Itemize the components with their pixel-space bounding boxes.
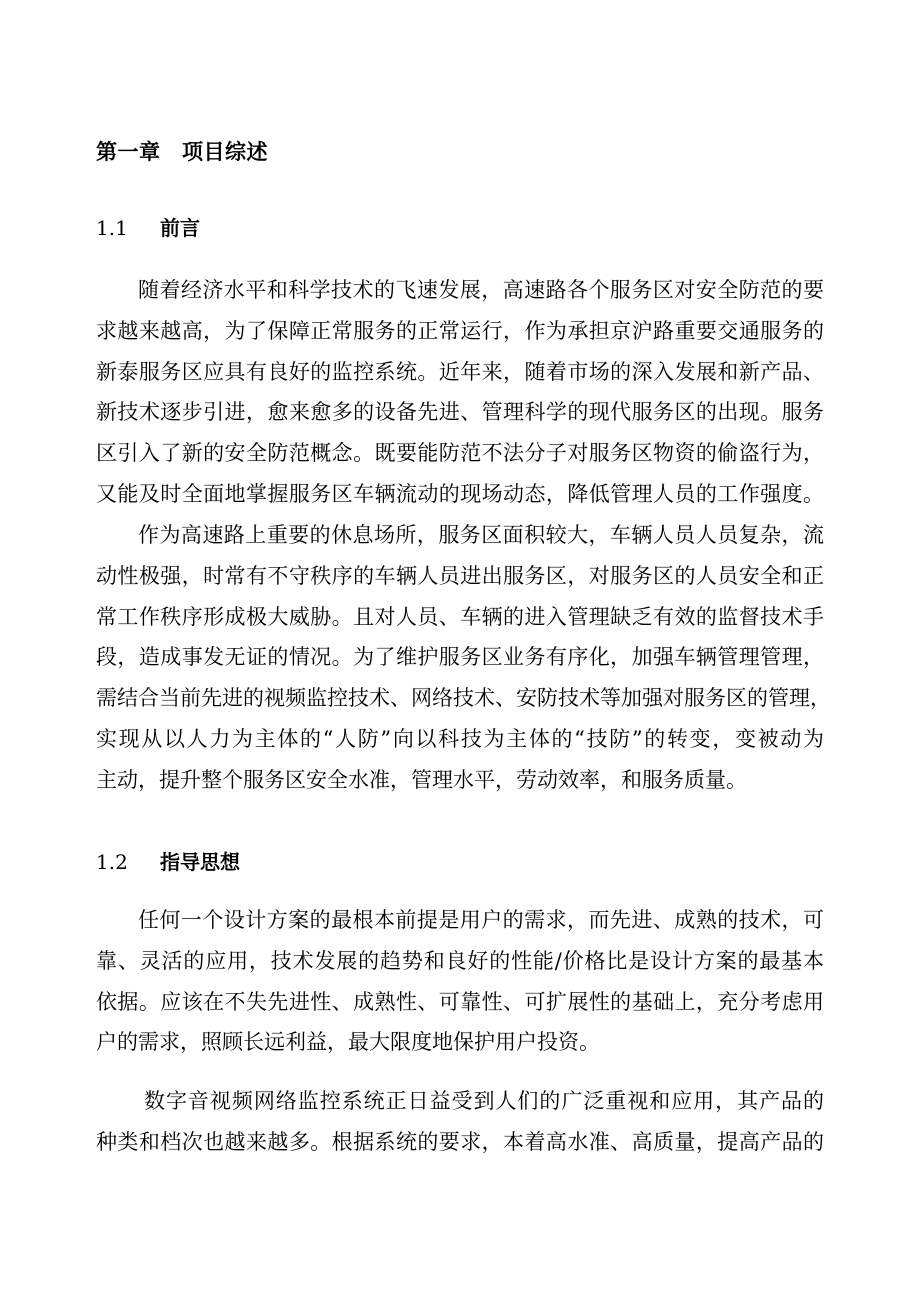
section-number: 1.1 [96, 216, 128, 240]
text-line: 新泰服务区应具有良好的监控系统。近年来，随着市场的深入发展和新产品、 [96, 359, 824, 384]
text-line: 主动，提升整个服务区安全水准，管理水平，劳动效率，和服务质量。 [96, 767, 747, 792]
paragraph-preface-1 [96, 270, 824, 515]
section-heading-1-2 [96, 846, 240, 875]
text-line: 需结合当前先进的视频监控技术、网络技术、安防技术等加强对服务区的管理， [96, 686, 831, 711]
text-line: 依据。应该在不失先进性、成熟性、可靠性、可扩展性的基础上，充分考虑用 [96, 989, 824, 1014]
text-line: 数字音视频网络监控系统正日益受到人们的广泛重视和应用，其产品的 [144, 1089, 824, 1113]
section-heading-1-1 [96, 212, 200, 241]
text-line: 种类和档次也越来越多。根据系统的要求，本着高水准、高质量，提高产品的 [96, 1129, 824, 1154]
section-title: 指导思想 [160, 850, 240, 874]
paragraph-guideline-2 [96, 1081, 824, 1163]
text-line: 新技术逐步引进，愈来愈多的设备先进、管理科学的现代服务区的出现。服务 [96, 400, 824, 425]
text-line: 求越来越高，为了保障正常服务的正常运行，作为承担京沪路重要交通服务的 [96, 318, 824, 343]
section-title: 前言 [160, 216, 200, 240]
text-line: 户的需求，照顾长远利益，最大限度地保护用户投资。 [96, 1030, 600, 1055]
text-line: 作为高速路上重要的休息场所，服务区面积较大，车辆人员人员复杂，流 [138, 523, 824, 547]
text-line: 段，造成事发无证的情况。为了维护服务区业务有序化，加强车辆管理管理， [96, 645, 824, 670]
text-line: 随着经济水平和科学技术的飞速发展，高速路各个服务区对安全防范的要 [138, 278, 824, 302]
text-line: 又能及时全面地掌握服务区车辆流动的现场动态，降低管理人员的工作强度。 [96, 481, 824, 506]
text-line: 任何一个设计方案的最根本前提是用户的需求，而先进、成熟的技术，可 [138, 908, 824, 932]
text-line: 区引入了新的安全防范概念。既要能防范不法分子对服务区物资的偷盗行为， [96, 441, 824, 466]
text-line: 靠、灵活的应用，技术发展的趋势和良好的性能/价格比是设计方案的最基本 [96, 948, 824, 973]
chapter-title: 第一章 项目综述 [96, 139, 268, 164]
section-number: 1.2 [96, 850, 128, 874]
paragraph-guideline-1 [96, 900, 824, 1063]
text-line: 常工作秩序形成极大威胁。且对人员、车辆的进入管理缺乏有效的监督技术手 [96, 604, 824, 629]
text-line: 动性极强，时常有不守秩序的车辆人员进出服务区，对服务区的人员安全和正 [96, 563, 824, 588]
text-line: 实现从以人力为主体的“人防”向以科技为主体的“技防”的转变，变被动为 [96, 726, 824, 751]
paragraph-preface-2 [96, 515, 831, 801]
